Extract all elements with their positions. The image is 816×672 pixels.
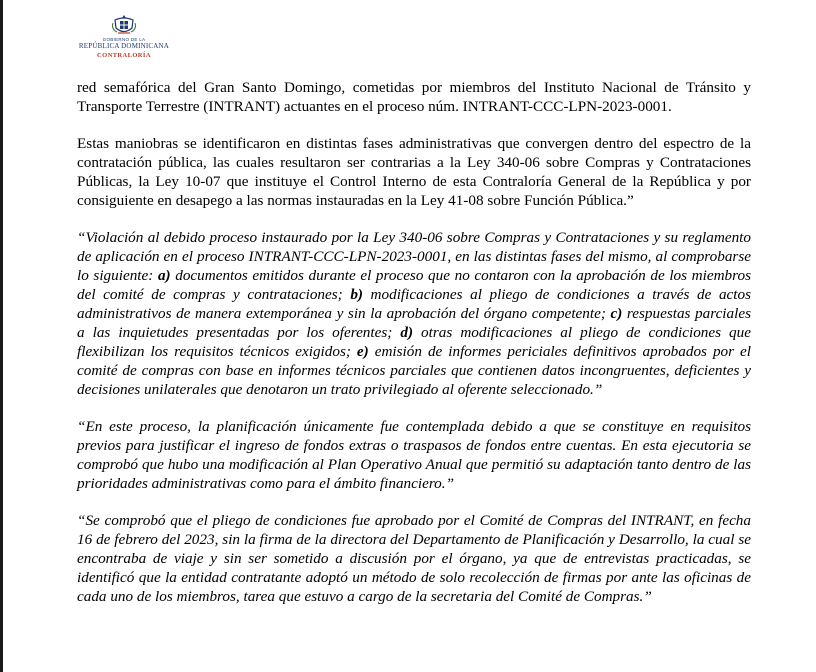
paragraph-5-quote: “Se comprobó que el pliego de condiciones fue aprobado por el Comité de Compras del INTRANT, en fecha 16 de febrero del 2023, sin la firma de la directora del Departamento de Planificación y Desarrollo, la cual se encontraba de viaje y sin ser sometido a discusión por el órgano, ya que de entrevistas practicadas, se identificó que la entidad contratante adoptó un método de solo recolección de firmas por ante las oficinas de cada uno de los miembros, tarea que estuvo a cargo de la secretaria del Comité de Compras.” — [77, 512, 751, 605]
logo-line-contraloria: CONTRALORÍA — [97, 52, 151, 59]
coat-of-arms-icon — [110, 14, 138, 36]
document-body — [77, 78, 751, 624]
paragraph-4-quote: “En este proceso, la planificación únicamente fue contemplada debido a que se constituye en requisitos previos para justificar el ingreso de fondos extras o traspasos de fondos entre cuentas. En esta ejecutoria se comprobó que hubo una modificación al Plan Operativo Anual que permitió su adaptación tanto dentro de las prioridades administrativas como para el ámbito financiero.” — [77, 418, 751, 492]
paragraph-1: red semafórica del Gran Santo Domingo, cometidas por miembros del Instituto Nacional de Tránsito y Transporte Terrestre (INTRANT) actuantes en el proceso núm. INTRANT-CCC-LPN-2023-0001. — [77, 79, 751, 115]
paragraph-2: Estas maniobras se identificaron en distintas fases administrativas que convergen dentro del espectro de la contratación pública, las cuales resultaron ser contrarias a la Ley 340-06 sobre Compras y Contrataciones Públicas, la Ley 10-07 que instituye el Control Interno de esta Contraloría General de la República y por consiguiente en desapego a las normas instauradas en la Ley 41-08 sobre Función Pública.” — [77, 135, 751, 209]
logo-line-gobierno: GOBIERNO DE LA — [102, 37, 146, 42]
logo-line-republica: REPÚBLICA DOMINICANA — [78, 42, 170, 50]
paragraph-3-quote: “Violación al debido proceso instaurado por la Ley 340-06 sobre Compras y Contrataciones y su reglamento de aplicación en el proceso INTRANT-CCC-LPN-2023-0001, en las distintas fases del mismo, al comprobarse lo siguiente: a) documentos emitidos durante el proceso que no contaron con la aprobación de los miembros del comité de compras y contrataciones; b) modificaciones al pliego de condiciones a través de actos administrativos de manera extemporánea y sin la aprobación del órgano competente; c) respuestas parciales a las inquietudes presentadas por los oferentes; d) otras modificaciones al pliego de condiciones que flexibilizan los requisitos técnicos exigidos; e) emisión de informes periciales definitivos aprobados por el comité de compras con base en informes técnicos parciales que contienen datos incongruentes, deficientes y decisiones unilaterales que denotaron un trato privilegiado al oferente seleccionado.” — [77, 229, 752, 398]
contraloria-logo — [78, 14, 170, 59]
page-left-border — [0, 0, 3, 672]
